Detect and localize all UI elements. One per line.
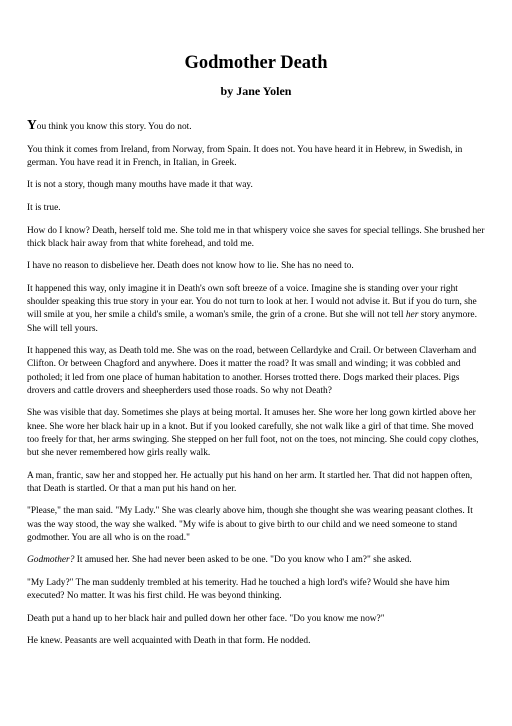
paragraph-1-text: ou think you know this story. You do not.	[36, 122, 192, 132]
paragraph-9: She was visible that day. Sometimes she plays at being mortal. It amuses her. She wore her long gown kirtled above her knee. She wore her black hair up in a knot. But if you looked carefully, she not walk like a girl of that time. She moved too freely for that, her arms swinging. She stepped on her full foot, not on the toes, not mincing. She could copy clothes, but she never remembered how girls really walk.	[27, 408, 479, 458]
paragraph-4: It is true.	[27, 202, 61, 213]
paragraph-7-text-c: story anymore. She will tell yours.	[27, 310, 477, 334]
paragraph-1	[27, 117, 485, 134]
drop-cap: Y	[27, 117, 37, 132]
paragraph-3: It is not a story, though many mouths have made it that way.	[27, 180, 253, 191]
story-author: by Jane Yolen	[220, 84, 292, 98]
paragraph-15: He knew. Peasants are well acquainted with Death in that form. He nodded.	[27, 636, 311, 647]
paragraph-5: How do I know? Death, herself told me. She told me in that whispery voice she saves for special tellings. She brushed her thick black hair away from that white forehead, and told me.	[27, 225, 485, 249]
paragraph-12-text: It amused her. She had never been asked to be one. "Do you know who I am?" she asked.	[74, 555, 412, 566]
paragraph-12-emphasis: Godmother?	[27, 555, 75, 566]
story-body	[27, 117, 485, 649]
paragraph-13: "My Lady?" The man suddenly trembled at his temerity. Had he touched a high lord's wife? Would she have him executed? No matter. It was his first child. He was beyond thinking.	[27, 577, 450, 602]
paragraph-12	[27, 554, 485, 567]
paragraph-6: I have no reason to disbelieve her. Death does not know how to lie. She has no need to.	[27, 261, 354, 272]
paragraph-2: You think it comes from Ireland, from Norway, from Spain. It does not. You have heard it in Hebrew, in Swedish, in german. You have read it in French, in Italian, in Greek.	[27, 144, 463, 168]
story-title: Godmother Death	[184, 53, 328, 73]
paragraph-8: It happened this way, as Death told me. She was on the road, between Cellardyke and Crail. Or between Claverham and Clifton. Or between Chagford and anywhere. Does it matter the road? It was small and winding; it was cobbled and potholed; it led from one place of human habitation to another. Horses trotted there. Dogs marked their places. Pigs drovers and cattle drovers and sheepherders used those roads. So why not Death?	[27, 346, 477, 396]
paragraph-7	[27, 283, 485, 336]
paragraph-10: A man, frantic, saw her and stopped her. He actually put his hand on her arm. It startled her. That did not happen often, that Death is startled. Or that a man put his hand on her.	[27, 470, 473, 494]
paragraph-11: "Please," the man said. "My Lady." She was clearly above him, though she thought she was wearing peasant clothes. It was the way stood, the way she walked. "My wife is about to give birth to our child and we need someone to stand godmother. You are all who is on the road."	[27, 506, 473, 543]
paragraph-7-text-a: It happened this way, only imagine it in Death's own soft breeze of a voice. Imagine she is standing over your right shoulder speaking this true story in your ear. You do not turn to look at her. I would not advise it. But if you do turn, she will smile at you, her smile a child's smile, a woman's smile, the grin of a crone. But she will not tell	[27, 283, 477, 321]
paragraph-7-emphasis: her	[405, 310, 419, 321]
paragraph-14: Death put a hand up to her black hair and pulled down her other face. "Do you know me now?"	[27, 613, 385, 624]
